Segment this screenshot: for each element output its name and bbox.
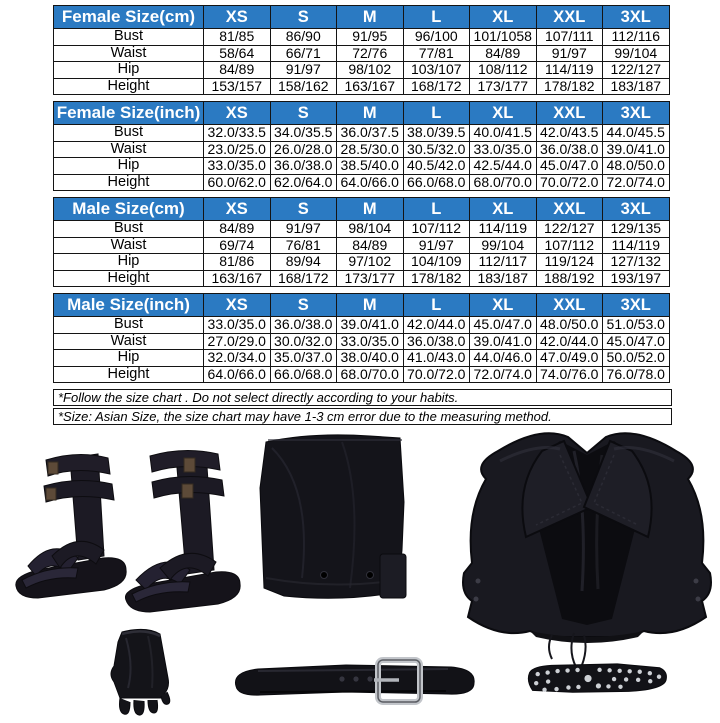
size-value-cell: 112/116 — [603, 29, 670, 46]
size-value-cell: 36.0/38.0 — [403, 333, 470, 350]
size-value-cell: 168/172 — [270, 270, 337, 287]
size-value-cell: 76/81 — [270, 237, 337, 254]
size-value-cell: 45.0/47.0 — [536, 158, 603, 175]
size-value-cell: 27.0/29.0 — [204, 333, 271, 350]
size-value-cell: 33.0/35.0 — [337, 333, 404, 350]
size-value-cell: 39.0/41.0 — [603, 141, 670, 158]
size-value-cell: 168/172 — [403, 78, 470, 95]
leather-belt-image — [226, 656, 482, 713]
size-column-header: L — [403, 6, 470, 29]
size-table-male-cm — [53, 197, 670, 287]
shorts-illustration — [252, 428, 412, 606]
size-value-cell: 28.5/30.0 — [337, 141, 404, 158]
size-value-cell: 26.0/28.0 — [270, 141, 337, 158]
black-shorts-image — [252, 428, 412, 611]
size-value-cell: 74.0/76.0 — [536, 366, 603, 383]
size-column-header: XS — [204, 198, 271, 221]
size-chart-tables — [53, 5, 669, 383]
size-column-header: L — [403, 102, 470, 125]
size-value-cell: 60.0/62.0 — [204, 174, 271, 191]
size-value-cell: 107/111 — [536, 29, 603, 46]
size-value-cell: 77/81 — [403, 45, 470, 62]
measurement-label: Hip — [54, 254, 204, 271]
size-value-cell: 178/182 — [403, 270, 470, 287]
table-title: Female Size(cm) — [54, 6, 204, 29]
size-value-cell: 84/89 — [337, 237, 404, 254]
size-value-cell: 40.0/41.5 — [470, 125, 537, 142]
size-value-cell: 114/119 — [470, 221, 537, 238]
size-column-header: XS — [204, 102, 271, 125]
size-value-cell: 84/89 — [204, 62, 271, 79]
measurement-row — [54, 62, 670, 79]
size-value-cell: 72/76 — [337, 45, 404, 62]
size-value-cell: 36.0/38.0 — [270, 158, 337, 175]
table-title: Male Size(cm) — [54, 198, 204, 221]
studded-bracelet-image — [522, 655, 672, 706]
size-value-cell: 91/95 — [337, 29, 404, 46]
size-column-header: 3XL — [603, 102, 670, 125]
size-value-cell: 104/109 — [403, 254, 470, 271]
measurement-row — [54, 254, 670, 271]
size-value-cell: 107/112 — [403, 221, 470, 238]
measurement-row — [54, 45, 670, 62]
size-value-cell: 114/119 — [603, 237, 670, 254]
size-value-cell: 39.0/41.0 — [337, 317, 404, 334]
size-value-cell: 127/132 — [603, 254, 670, 271]
size-value-cell: 122/127 — [603, 62, 670, 79]
measurement-row — [54, 141, 670, 158]
measurement-row — [54, 174, 670, 191]
size-column-header: XL — [470, 6, 537, 29]
size-value-cell: 163/167 — [337, 78, 404, 95]
measurement-label: Bust — [54, 29, 204, 46]
size-value-cell: 41.0/43.0 — [403, 350, 470, 367]
size-value-cell: 66/71 — [270, 45, 337, 62]
size-value-cell: 58/64 — [204, 45, 271, 62]
size-value-cell: 98/104 — [337, 221, 404, 238]
size-value-cell: 91/97 — [536, 45, 603, 62]
size-value-cell: 66.0/68.0 — [270, 366, 337, 383]
size-value-cell: 163/167 — [204, 270, 271, 287]
measurement-row — [54, 158, 670, 175]
size-value-cell: 36.0/37.5 — [337, 125, 404, 142]
size-value-cell: 68.0/70.0 — [337, 366, 404, 383]
size-column-header: L — [403, 198, 470, 221]
size-column-header: M — [337, 102, 404, 125]
measurement-row — [54, 125, 670, 142]
measurement-label: Waist — [54, 333, 204, 350]
size-value-cell: 38.5/40.0 — [337, 158, 404, 175]
size-column-header: M — [337, 6, 404, 29]
size-value-cell: 42.0/43.5 — [536, 125, 603, 142]
sandals-illustration — [8, 438, 244, 614]
size-column-header: XXL — [536, 198, 603, 221]
size-value-cell: 47.0/49.0 — [536, 350, 603, 367]
size-value-cell: 103/107 — [403, 62, 470, 79]
size-value-cell: 183/187 — [603, 78, 670, 95]
size-note-2: *Size: Asian Size, the size chart may have 1-3 cm error due to the measuring method. — [53, 408, 672, 425]
size-value-cell: 40.5/42.0 — [403, 158, 470, 175]
size-value-cell: 42.0/44.0 — [536, 333, 603, 350]
size-value-cell: 183/187 — [470, 270, 537, 287]
size-value-cell: 30.0/32.0 — [270, 333, 337, 350]
size-value-cell: 42.5/44.0 — [470, 158, 537, 175]
size-value-cell: 173/177 — [337, 270, 404, 287]
size-value-cell: 76.0/78.0 — [603, 366, 670, 383]
size-value-cell: 107/112 — [536, 237, 603, 254]
size-value-cell: 72.0/74.0 — [470, 366, 537, 383]
size-value-cell: 72.0/74.0 — [603, 174, 670, 191]
measurement-label: Bust — [54, 221, 204, 238]
size-value-cell: 48.0/50.0 — [603, 158, 670, 175]
size-value-cell: 91/97 — [270, 221, 337, 238]
measurement-label: Bust — [54, 317, 204, 334]
size-column-header: S — [270, 198, 337, 221]
size-column-header: XXL — [536, 294, 603, 317]
measurement-row — [54, 29, 670, 46]
size-value-cell: 153/157 — [204, 78, 271, 95]
size-value-cell: 101/1058 — [470, 29, 537, 46]
size-value-cell: 86/90 — [270, 29, 337, 46]
size-value-cell: 188/192 — [536, 270, 603, 287]
size-value-cell: 30.5/32.0 — [403, 141, 470, 158]
size-value-cell: 193/197 — [603, 270, 670, 287]
measurement-row — [54, 333, 670, 350]
measurement-row — [54, 270, 670, 287]
studded-bracelet-illustration — [522, 655, 672, 701]
size-column-header: XL — [470, 102, 537, 125]
size-value-cell: 39.0/41.0 — [470, 333, 537, 350]
size-column-header: 3XL — [603, 294, 670, 317]
vest-illustration — [456, 421, 719, 671]
size-value-cell: 23.0/25.0 — [204, 141, 271, 158]
size-value-cell: 36.0/38.0 — [270, 317, 337, 334]
measurement-label: Waist — [54, 141, 204, 158]
size-value-cell: 70.0/72.0 — [536, 174, 603, 191]
size-column-header: 3XL — [603, 6, 670, 29]
size-column-header: S — [270, 294, 337, 317]
size-value-cell: 70.0/72.0 — [403, 366, 470, 383]
fingerless-glove-image — [104, 626, 180, 723]
table-title: Female Size(inch) — [54, 102, 204, 125]
measurement-label: Height — [54, 270, 204, 287]
size-value-cell: 98/102 — [337, 62, 404, 79]
size-column-header: XS — [204, 294, 271, 317]
size-value-cell: 34.0/35.5 — [270, 125, 337, 142]
size-column-header: S — [270, 102, 337, 125]
size-value-cell: 45.0/47.0 — [603, 333, 670, 350]
size-column-header: M — [337, 198, 404, 221]
size-value-cell: 99/104 — [470, 237, 537, 254]
size-value-cell: 96/100 — [403, 29, 470, 46]
size-value-cell: 158/162 — [270, 78, 337, 95]
size-value-cell: 44.0/46.0 — [470, 350, 537, 367]
measurement-row — [54, 366, 670, 383]
measurement-label: Height — [54, 78, 204, 95]
measurement-row — [54, 350, 670, 367]
size-table-male-inch — [53, 293, 670, 383]
measurement-label: Hip — [54, 350, 204, 367]
size-value-cell: 32.0/33.5 — [204, 125, 271, 142]
size-note-1: *Follow the size chart . Do not select directly according to your habits. — [53, 389, 672, 406]
measurement-label: Bust — [54, 125, 204, 142]
size-value-cell: 114/119 — [536, 62, 603, 79]
size-value-cell: 48.0/50.0 — [536, 317, 603, 334]
measurement-label: Hip — [54, 158, 204, 175]
size-column-header: XXL — [536, 6, 603, 29]
size-table-female-inch — [53, 101, 670, 191]
size-column-header: XL — [470, 294, 537, 317]
size-column-header: XL — [470, 198, 537, 221]
size-value-cell: 44.0/45.5 — [603, 125, 670, 142]
size-chart — [53, 5, 669, 425]
size-value-cell: 99/104 — [603, 45, 670, 62]
size-value-cell: 38.0/39.5 — [403, 125, 470, 142]
size-value-cell: 33.0/35.0 — [204, 317, 271, 334]
size-value-cell: 178/182 — [536, 78, 603, 95]
size-value-cell: 91/97 — [270, 62, 337, 79]
size-value-cell: 84/89 — [204, 221, 271, 238]
size-column-header: 3XL — [603, 198, 670, 221]
size-value-cell: 129/135 — [603, 221, 670, 238]
size-value-cell: 97/102 — [337, 254, 404, 271]
size-table-female-cm — [53, 5, 670, 95]
size-value-cell: 108/112 — [470, 62, 537, 79]
leather-vest-image — [456, 421, 719, 676]
size-column-header: L — [403, 294, 470, 317]
size-value-cell: 50.0/52.0 — [603, 350, 670, 367]
glove-illustration — [104, 626, 180, 718]
size-value-cell: 69/74 — [204, 237, 271, 254]
size-value-cell: 91/97 — [403, 237, 470, 254]
size-value-cell: 33.0/35.0 — [470, 141, 537, 158]
size-value-cell: 33.0/35.0 — [204, 158, 271, 175]
size-value-cell: 173/177 — [470, 78, 537, 95]
measurement-label: Waist — [54, 45, 204, 62]
size-value-cell: 89/94 — [270, 254, 337, 271]
size-value-cell: 35.0/37.0 — [270, 350, 337, 367]
size-value-cell: 68.0/70.0 — [470, 174, 537, 191]
size-value-cell: 64.0/66.0 — [337, 174, 404, 191]
measurement-label: Hip — [54, 62, 204, 79]
size-value-cell: 42.0/44.0 — [403, 317, 470, 334]
size-value-cell: 84/89 — [470, 45, 537, 62]
measurement-row — [54, 237, 670, 254]
size-column-header: XS — [204, 6, 271, 29]
size-value-cell: 45.0/47.0 — [470, 317, 537, 334]
size-value-cell: 64.0/66.0 — [204, 366, 271, 383]
measurement-row — [54, 78, 670, 95]
size-column-header: M — [337, 294, 404, 317]
size-value-cell: 51.0/53.0 — [603, 317, 670, 334]
size-value-cell: 36.0/38.0 — [536, 141, 603, 158]
size-value-cell: 112/117 — [470, 254, 537, 271]
size-value-cell: 122/127 — [536, 221, 603, 238]
size-value-cell: 32.0/34.0 — [204, 350, 271, 367]
size-value-cell: 38.0/40.0 — [337, 350, 404, 367]
table-title: Male Size(inch) — [54, 294, 204, 317]
belt-illustration — [226, 656, 482, 708]
size-value-cell: 81/86 — [204, 254, 271, 271]
measurement-label: Height — [54, 174, 204, 191]
gladiator-sandals-image — [8, 438, 244, 619]
measurement-label: Waist — [54, 237, 204, 254]
size-column-header: S — [270, 6, 337, 29]
size-value-cell: 119/124 — [536, 254, 603, 271]
measurement-label: Height — [54, 366, 204, 383]
measurement-row — [54, 317, 670, 334]
size-value-cell: 66.0/68.0 — [403, 174, 470, 191]
size-value-cell: 62.0/64.0 — [270, 174, 337, 191]
measurement-row — [54, 221, 670, 238]
size-column-header: XXL — [536, 102, 603, 125]
size-value-cell: 81/85 — [204, 29, 271, 46]
